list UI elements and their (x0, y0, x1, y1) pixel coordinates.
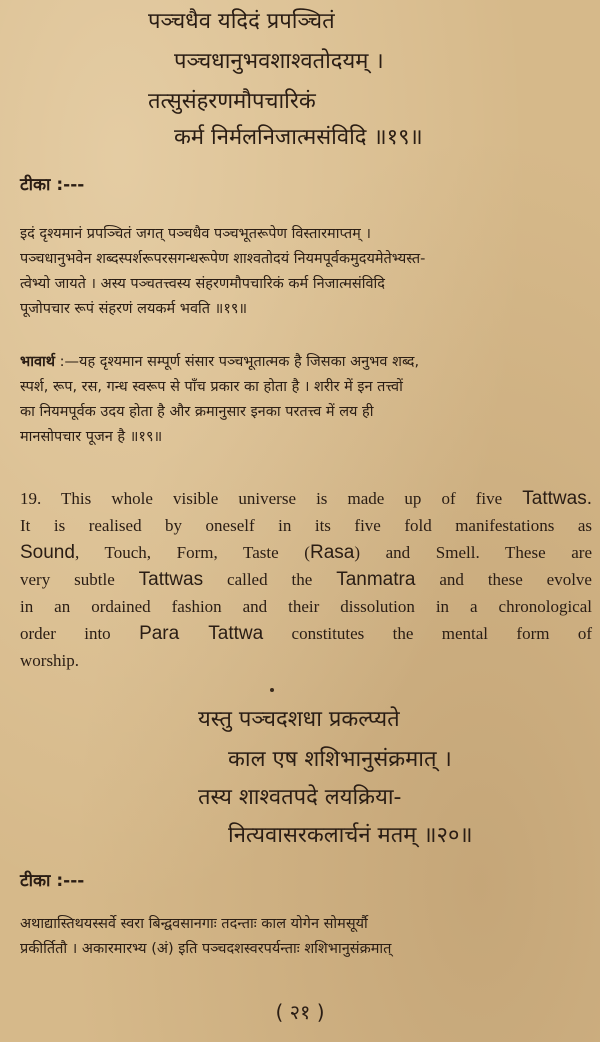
verse-19-line-1: पञ्चधैव यदिदं प्रपञ्चितं (148, 9, 335, 34)
english-line-4 (20, 566, 592, 593)
verse-19-line-4: कर्म निर्मलनिजात्मसंविदि ॥१९॥ (174, 125, 423, 150)
english-line-2: It is realised by oneself in its five fold manifestations as (20, 516, 592, 535)
verse-20-line-3: तस्य शाश्वतपदे लयक्रिया- (198, 785, 402, 810)
tika-heading-2: टीका :--- (20, 871, 85, 891)
english-line-3-text-end: ) and Smell. These are (354, 543, 592, 562)
tika-heading-1: टीका :--- (20, 175, 85, 195)
english-line-6 (20, 620, 592, 647)
bhavartha-19-line-4: मानसोपचार पूजन है ॥१९॥ (20, 429, 163, 445)
commentary-19-line-2: पञ्चधानुभवेन शब्दस्पर्शरूपरसगन्धरूपेण शाश्वतोदयं नियमपूर्वकमुदयमेतेभ्यस्त- (20, 251, 426, 267)
commentary-20-line-1: अथाद्यास्तिथयस्सर्वे स्वरा बिन्द्ववसानगाः तदन्ताः काल योगेन सोमसूर्यौ (20, 916, 368, 932)
bhavartha-19-line-3: का नियमपूर्वक उदय होता है और क्रमानुसार इनका परतत्त्व में लय ही (20, 404, 374, 420)
english-line-4-text-end: and these evolve (415, 570, 592, 589)
english-line-1-text: 19. This whole visible universe is made up of five (20, 489, 523, 508)
english-line-6-text: order into (20, 624, 140, 643)
verse-19-line-2: पञ्चधानुभवशाश्वतोदयम् । (174, 49, 384, 74)
verse-20-line-2: काल एष शशिभानुसंक्रमात् । (228, 747, 452, 772)
term-tattwas-2: Tattwas (138, 569, 204, 590)
commentary-19-line-4: पूजोपचार रूपं संहरणं लयकर्म भवति ॥१९॥ (20, 301, 248, 317)
page-number: ( २१ ) (275, 1000, 325, 1024)
english-line-4-text-mid: called the (203, 570, 337, 589)
english-line-5: in an ordained fashion and their dissolution in a chronological (20, 597, 592, 616)
verse-20-line-4: नित्यवासरकलार्चनं मतम् ॥२०॥ (228, 823, 473, 848)
english-line-1 (20, 485, 592, 512)
commentary-19-line-1: इदं दृश्यमानं प्रपञ्चितं जगत् पञ्चधैव पञ्चभूतरूपेण विस्तारमाप्तम् । (20, 226, 371, 242)
verse-19-line-3: तत्सुसंहरणमौपचारिकं (148, 89, 316, 114)
english-line-3 (20, 539, 592, 566)
separator-dot (270, 688, 274, 692)
english-line-6-text-end: constitutes the mental form of (263, 624, 592, 643)
bhavartha-19-line-1-text: :—यह दृश्यमान सम्पूर्ण संसार पञ्चभूतात्मक है जिसका अनुभव शब्द, (55, 354, 420, 370)
term-para-tattwa: Para Tattwa (139, 623, 264, 644)
bhavartha-19-line-2: स्पर्श, रूप, रस, गन्ध स्वरूप से पाँच प्रकार का होता है । शरीर में इन तत्त्वों (20, 379, 403, 395)
commentary-20-line-2: प्रकीर्तितौ । अकारमारभ्य (अं) इति पञ्चदशस्वरपर्यन्ताः शशिभानुसंक्रमात् (20, 941, 392, 957)
english-line-3-text: , Touch, Form, Taste ( (74, 543, 310, 562)
term-tanmatra: Tanmatra (336, 569, 416, 590)
commentary-19 (20, 222, 586, 322)
commentary-19-line-3: त्वेभ्यो जायते । अस्य पञ्चतत्त्वस्य संहरणमौपचारिकं कर्म निजात्मसंविदि (20, 276, 385, 292)
bhavartha-19-line-1 (20, 350, 586, 375)
verse-20-line-1: यस्तु पञ्चदशधा प्रकल्प्यते (198, 707, 400, 732)
english-translation-19 (20, 485, 592, 674)
english-line-4-text: very subtle (20, 570, 139, 589)
term-sound: Sound (20, 542, 75, 563)
bhavartha-19 (20, 350, 586, 450)
term-rasa: Rasa (309, 542, 355, 563)
commentary-20 (20, 912, 586, 962)
term-tattwas: Tattwas. (522, 488, 592, 509)
bhavartha-label: भावार्थ (20, 354, 56, 370)
english-line-7: worship. (20, 651, 80, 670)
